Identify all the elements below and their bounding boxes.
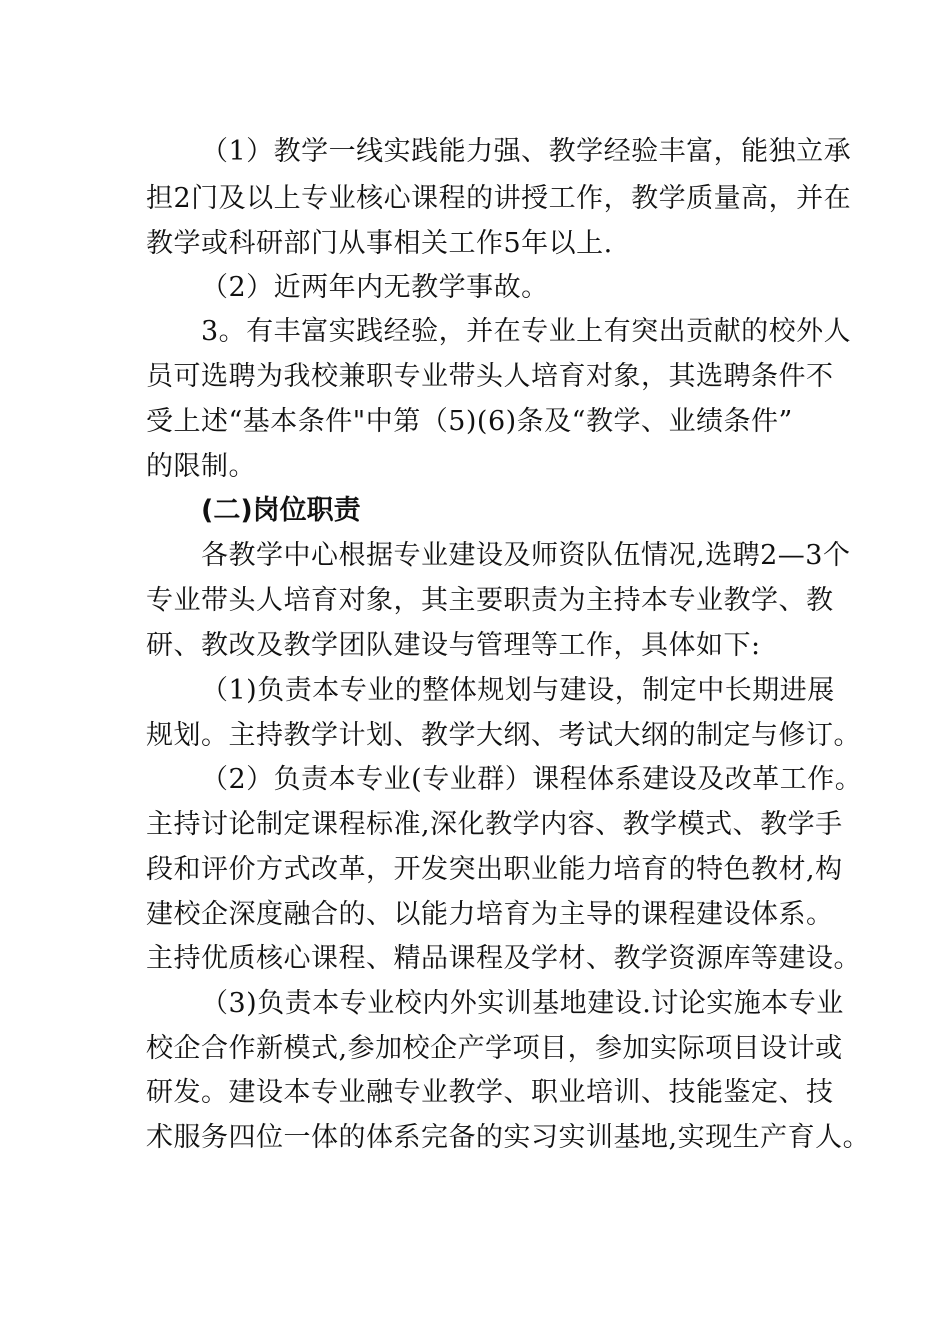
paragraph-line: 专业带头人培育对象，其主要职责为主持本专业教学、教 — [146, 585, 834, 616]
paragraph-line: 各教学中心根据专业建设及师资队伍情况,选聘2—3个 — [201, 540, 851, 571]
paragraph-line: （1）教学一线实践能力强、教学经验丰富，能独立承 — [201, 136, 852, 167]
paragraph-line: 研、教改及教学团队建设与管理等工作，具体如下: — [146, 630, 761, 661]
paragraph-line: 建校企深度融合的、以能力培育为主导的课程建设体系。 — [146, 899, 834, 930]
paragraph-line: 主持优质核心课程、精品课程及学材、教学资源库等建设。 — [146, 943, 861, 974]
paragraph-line: 规划。主持教学计划、教学大纲、考试大纲的制定与修订。 — [146, 720, 861, 751]
paragraph-line: 研发。建设本专业融专业教学、职业培训、技能鉴定、技 — [146, 1077, 834, 1108]
paragraph-line: 校企合作新模式,参加校企产学项目，参加实际项目设计或 — [146, 1033, 843, 1064]
paragraph-line: （2）近两年内无教学事故。 — [201, 272, 549, 303]
paragraph-line: 教学或科研部门从事相关工作5年以上. — [146, 228, 613, 259]
paragraph-line: 术服务四位一体的体系完备的实习实训基地,实现生产育人。 — [146, 1122, 871, 1153]
paragraph-line: 段和评价方式改革，开发突出职业能力培育的特色教材,构 — [146, 854, 843, 885]
paragraph-line: 担2门及以上专业核心课程的讲授工作，教学质量高，并在 — [146, 183, 852, 214]
section-heading: (二)岗位职责 — [201, 495, 361, 526]
paragraph-line: 主持讨论制定课程标准,深化教学内容、教学模式、教学手 — [146, 809, 843, 840]
paragraph-line: 的限制。 — [146, 451, 256, 482]
paragraph-line: （2）负责本专业(专业群）课程体系建设及改革工作。 — [201, 764, 863, 795]
paragraph-line: 受上述“基本条件"中第（5)(6)条及“教学、业绩条件” — [146, 406, 793, 437]
paragraph-line: 员可选聘为我校兼职专业带头人培育对象，其选聘条件不 — [146, 361, 834, 392]
paragraph-line: （1)负责本专业的整体规划与建设，制定中长期进展 — [201, 675, 835, 706]
paragraph-line: （3)负责本专业校内外实训基地建设.讨论实施本专业 — [201, 988, 844, 1019]
paragraph-line: 3。有丰富实践经验，并在专业上有突出贡献的校外人 — [201, 316, 852, 347]
